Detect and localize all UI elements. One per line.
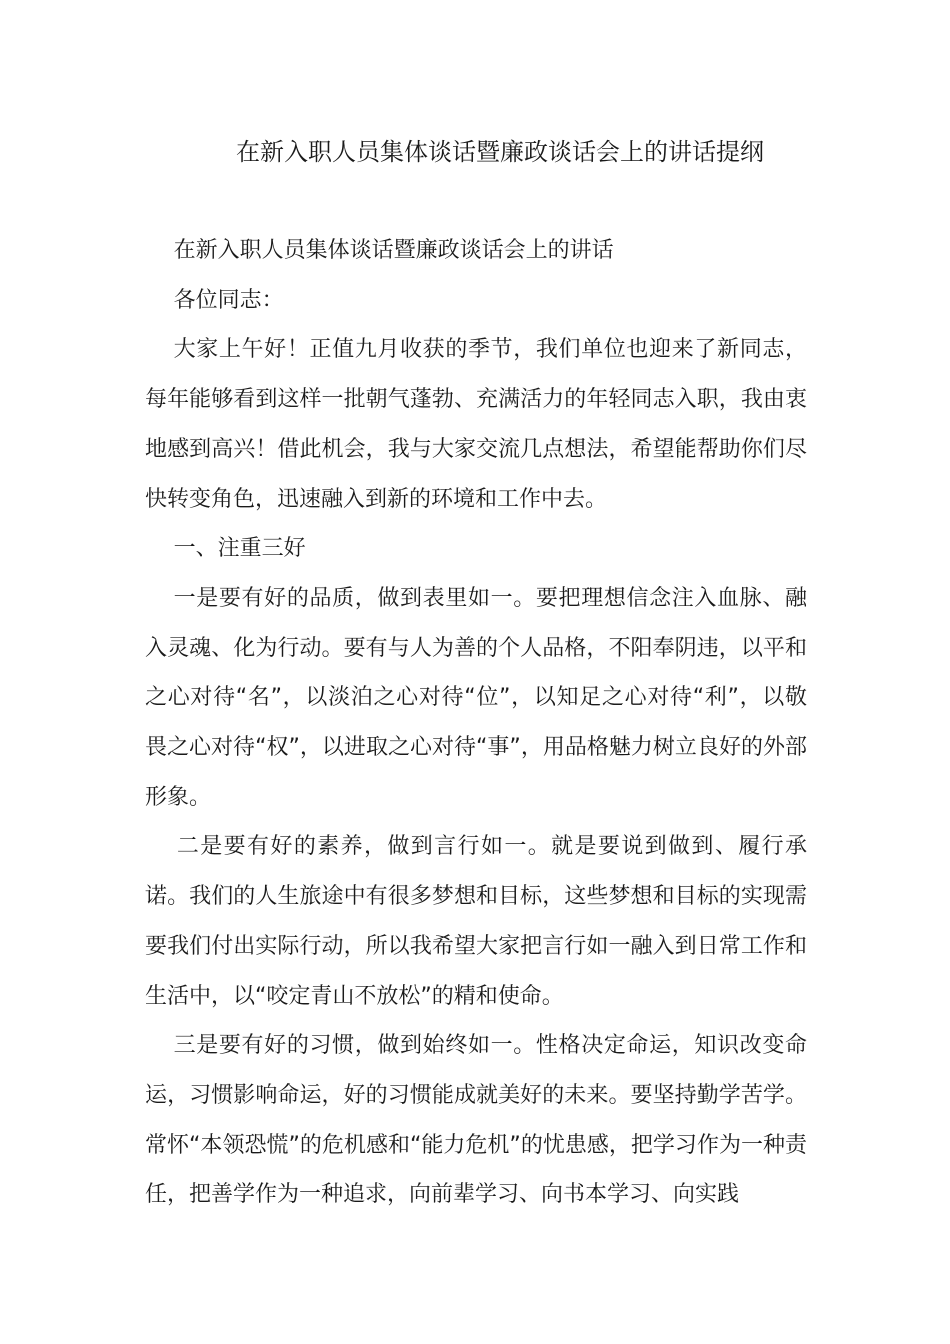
salutation: 各位同志：: [173, 287, 284, 313]
speech-heading: 在新入职人员集体谈话暨廉政谈话会上的讲话: [173, 238, 614, 263]
paragraph-quality: 一是要有好的品质，做到表里如一。要把理想信念注入血脉、融入灵魂、化为行动。要有与人为善的个人品格，不阳奉阴违，以平和之心对待“名”，以淡泊之心对待“位”，以知足之心对待“利”，以敬畏之心对待“权”，以进取之心对待“事”，用品格魅力树立良好的外部形象。: [145, 585, 807, 810]
opening-paragraph: 大家上午好！正值九月收获的季节，我们单位也迎来了新同志，每年能够看到这样一批朝气蓬勃、充满活力的年轻同志入职，我由衷地感到高兴！借此机会，我与大家交流几点想法，希望能帮助你们尽快转变角色，迅速融入到新的环境和工作中去。: [145, 337, 807, 512]
paragraph-accomplishment: 二是要有好的素养，做到言行如一。就是要说到做到、履行承诺。我们的人生旅途中有很多梦想和目标，这些梦想和目标的实现需要我们付出实际行动，所以我希望大家把言行如一融入到日常工作和生活中，以“咬定青山不放松”的精和使命。: [145, 834, 807, 1009]
paragraph-habits: 三是要有好的习惯，做到始终如一。性格决定命运，知识改变命运，习惯影响命运，好的习惯能成就美好的未来。要坚持勤学苦学。常怀“本领恐慌”的危机感和“能力危机”的忧患感，把学习作为一种责任，把善学作为一种追求，向前辈学习、向书本学习、向实践: [145, 1033, 807, 1208]
document-body: [145, 226, 807, 1220]
section-heading: 一、注重三好: [173, 536, 306, 562]
document-title: 在新入职人员集体谈话暨廉政谈话会上的讲话提纲: [236, 138, 764, 166]
